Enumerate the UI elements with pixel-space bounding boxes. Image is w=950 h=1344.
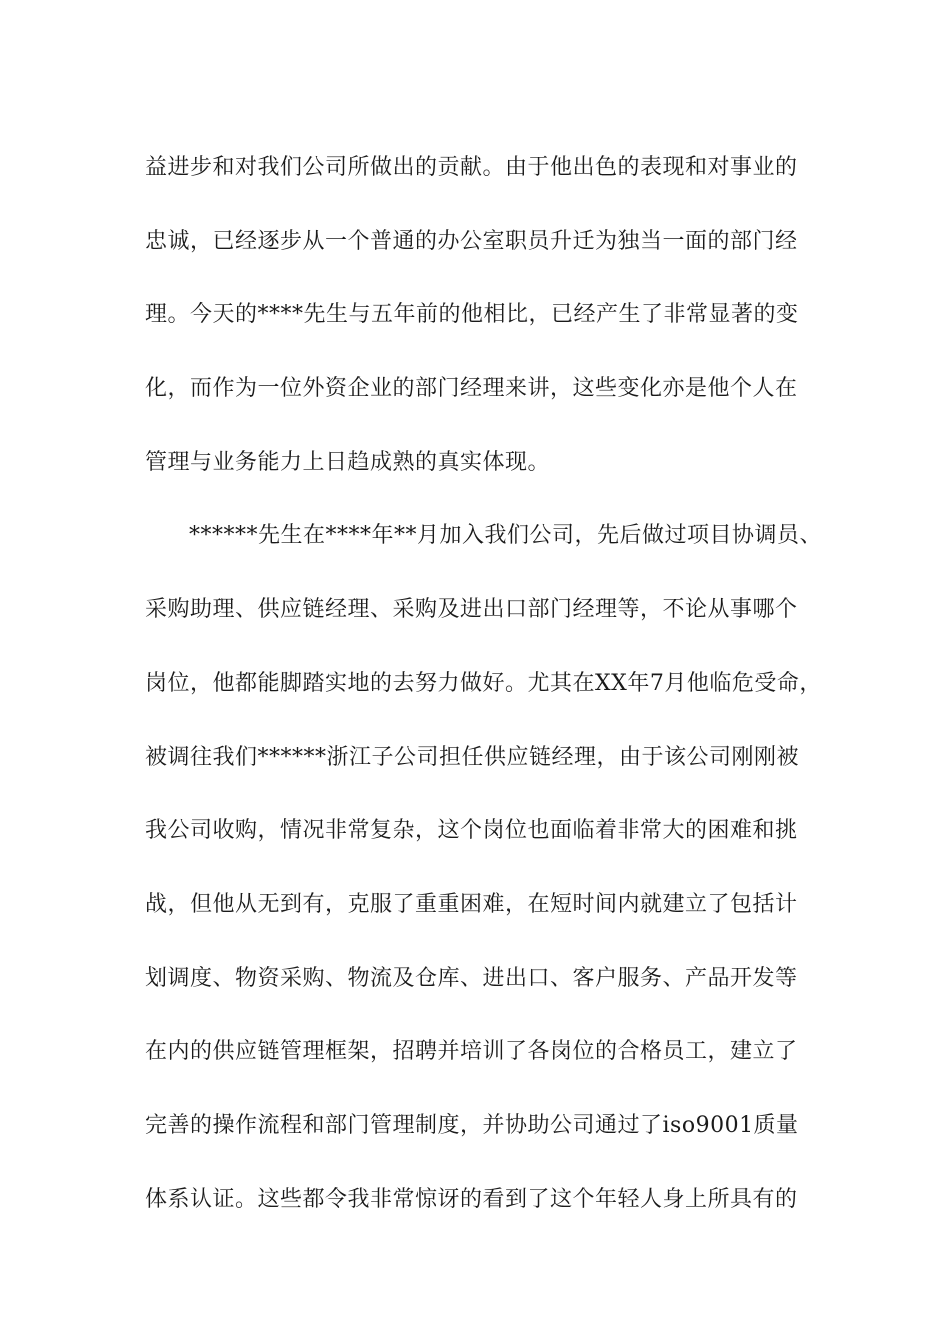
body-text [145, 131, 823, 1236]
text-line: 采购助理、供应链经理、采购及进出口部门经理等，不论从事哪个 [145, 597, 798, 623]
text-line: 理。今天的****先生与五年前的他相比，已经产生了非常显著的变 [145, 302, 799, 328]
text-line: 战，但他从无到有，克服了重重困难，在短时间内就建立了包括计 [145, 891, 798, 917]
text-line: 划调度、物资采购、物流及仓库、进出口、客户服务、产品开发等 [145, 965, 798, 991]
text-line: 忠诚，已经逐步从一个普通的办公室职员升迁为独当一面的部门经 [145, 228, 798, 254]
paragraph-start-line: ******先生在****年**月加入我们公司，先后做过项目协调员、 [189, 523, 823, 549]
text-line: 体系认证。这些都令我非常惊讶的看到了这个年轻人身上所具有的 [145, 1186, 798, 1212]
text-line: 益进步和对我们公司所做出的贡献。由于他出色的表现和对事业的 [145, 155, 798, 180]
text-line: 岗位，他都能脚踏实地的去努力做好。尤其在XX年7月他临危受命， [145, 670, 822, 696]
text-line: 被调往我们******浙江子公司担任供应链经理，由于该公司刚刚被 [145, 744, 800, 770]
text-line: 在内的供应链管理框架，招聘并培训了各岗位的合格员工，建立了 [145, 1039, 798, 1065]
text-line: 化，而作为一位外资企业的部门经理来讲，这些变化亦是他个人在 [145, 376, 798, 402]
text-line: 完善的操作流程和部门管理制度，并协助公司通过了iso9001质量 [145, 1112, 799, 1138]
text-line: 我公司收购，情况非常复杂，这个岗位也面临着非常大的困难和挑 [145, 818, 798, 844]
text-line: 管理与业务能力上日趋成熟的真实体现。 [145, 449, 551, 475]
